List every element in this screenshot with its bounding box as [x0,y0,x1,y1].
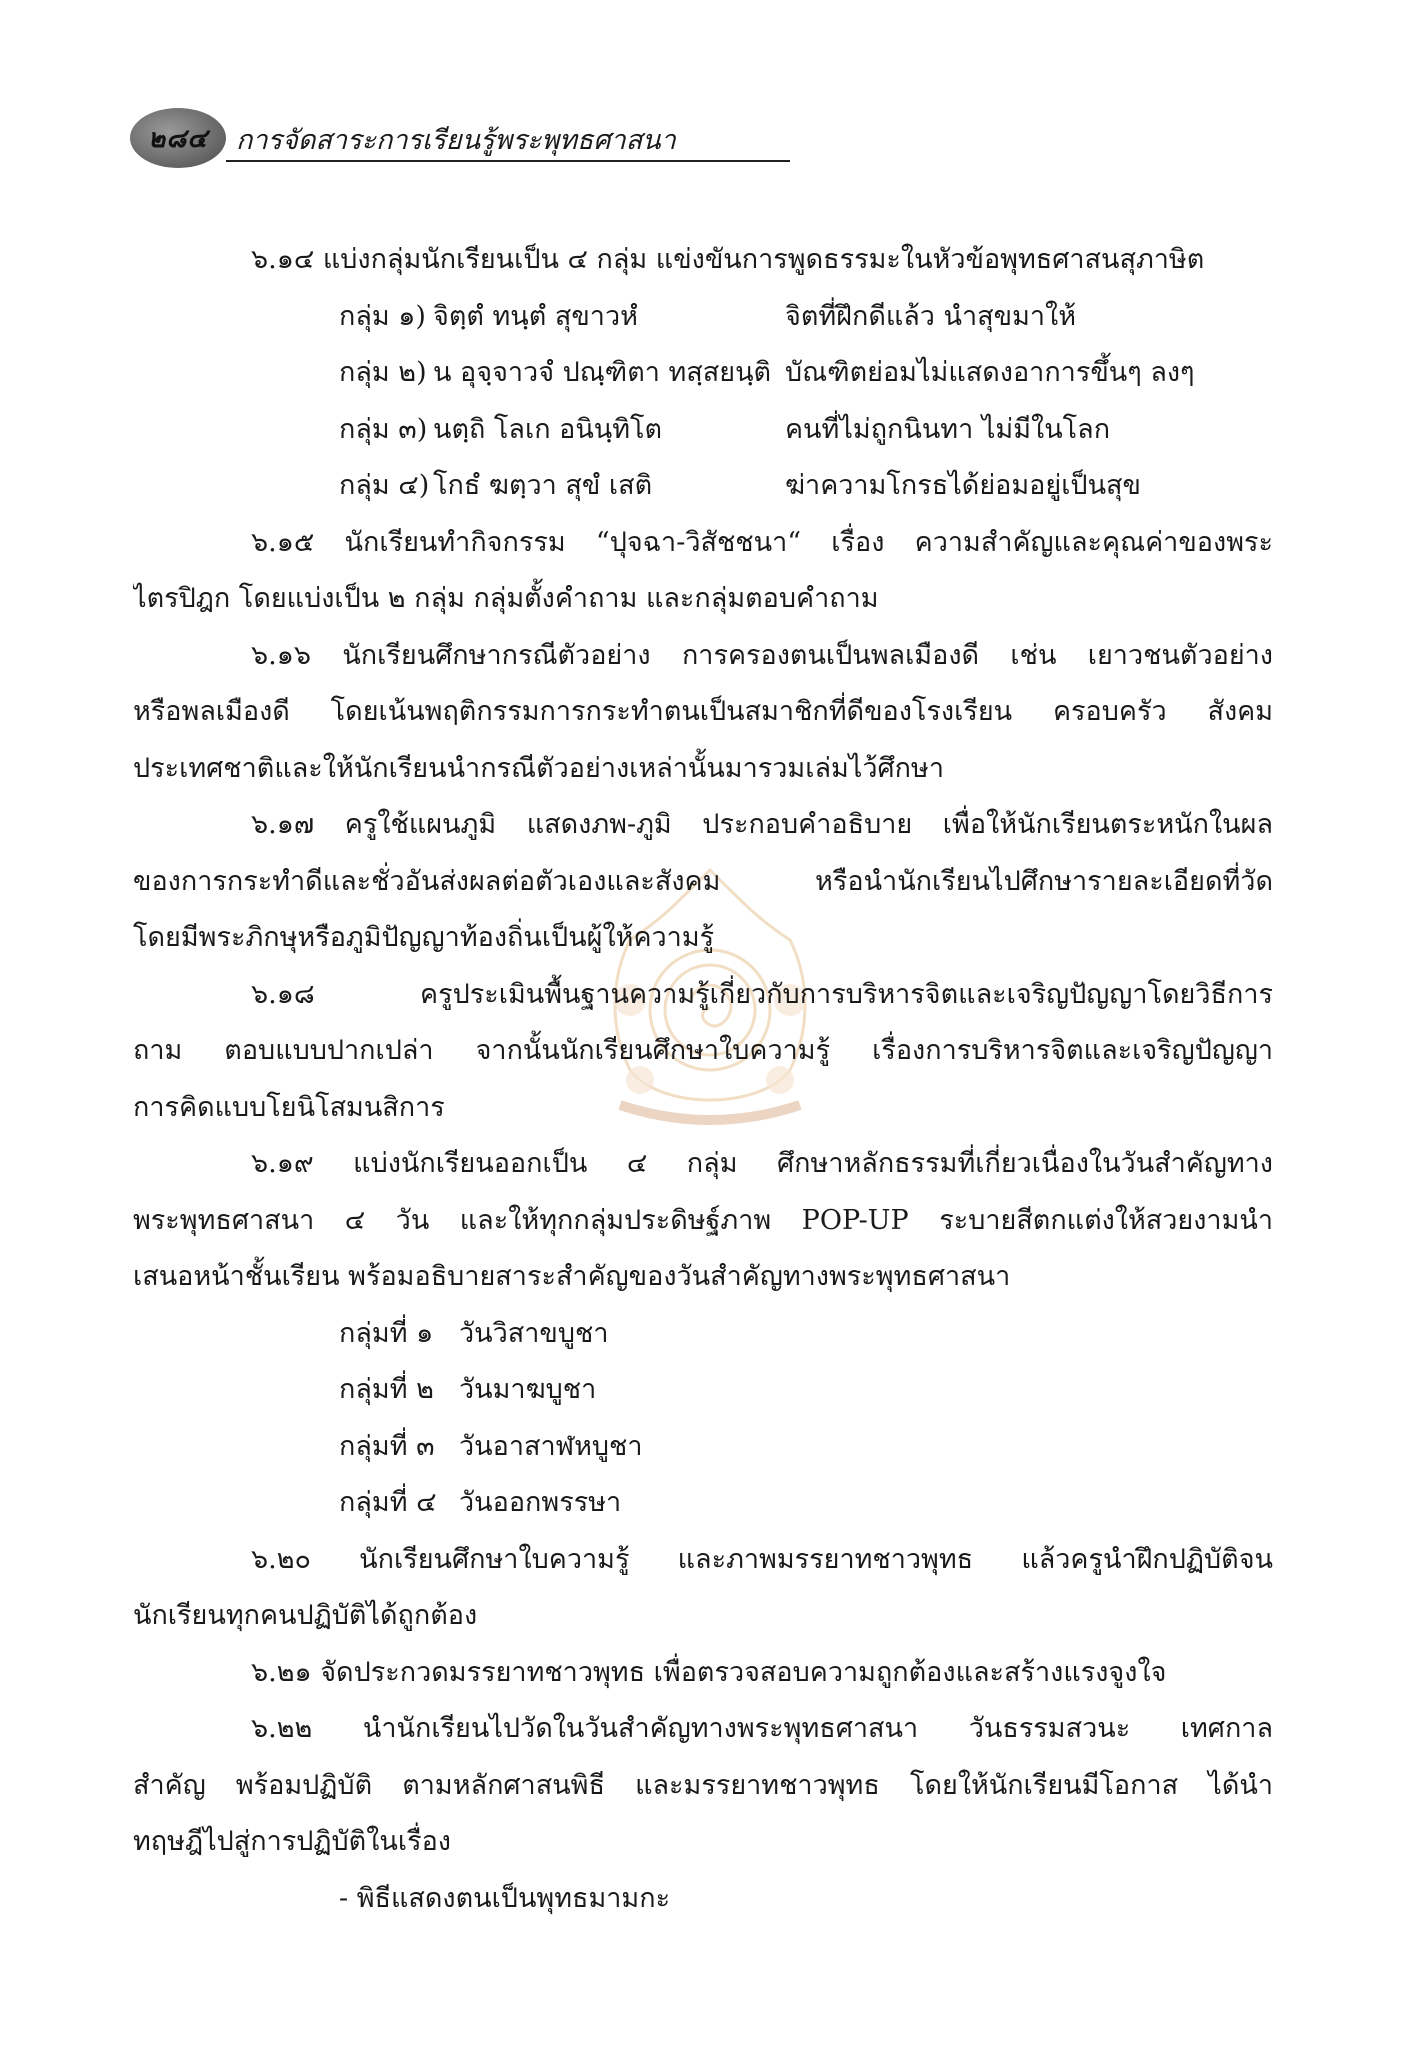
day-name: วันออกพรรษา [459,1487,622,1518]
pali-proverb: น อุจฺจาวจํ ปณฺฑิตา ทสฺสยนฺติ [433,357,772,388]
item-6-17-continuation: ของการกระทำดีและชั่วอันส่งผลต่อตัวเองและสังคม หรือนำนักเรียนไปศึกษารายละเอียดที่วัด [133,865,1273,897]
item-6-18-continuation: การคิดแบบโยนิโสมนสิการ [133,1091,445,1123]
day-name: วันมาฆบูชา [459,1374,597,1405]
page-number-badge: ๒๘๔ [130,108,226,168]
running-title: การจัดสาระการเรียนรู้พระพุทธศาสนา [236,125,676,156]
group-label: กลุ่ม ๔) [339,470,430,501]
header-rule [226,160,790,162]
important-day-row [133,1419,1273,1476]
important-days-list [133,1306,1273,1532]
item-6-19-continuation: เสนอหน้าชั้นเรียน พร้อมอธิบายสาระสำคัญของวันสำคัญทางพระพุทธศาสนา [133,1261,1011,1292]
pali-proverb: โกธํ ฆตฺวา สุขํ เสติ [433,470,653,501]
item-6-21-text: ๖.๒๑ จัดประกวดมรรยาทชาวพุทธ เพื่อตรวจสอบความถูกต้องและสร้างแรงจูงใจ [251,1656,1167,1688]
proverb-group-row [133,402,1273,459]
day-group-label: กลุ่มที่ ๔ [339,1487,437,1518]
item-6-18-continuation: ถาม ตอบแบบปากเปล่า จากนั้นนักเรียนศึกษาใบความรู้ เรื่องการบริหารจิตและเจริญปัญญา [133,1035,1273,1066]
group-label: กลุ่ม ๑) [339,300,426,332]
important-day-row [133,1475,1273,1532]
day-name: วันอาสาฬหบูชา [459,1430,643,1462]
day-group-label: กลุ่มที่ ๑ [339,1317,434,1349]
bullet-item: - พิธีแสดงตนเป็นพุทธมามกะ [339,1882,671,1914]
proverb-meaning: คนที่ไม่ถูกนินทา ไม่มีในโลก [785,413,1111,445]
group-label: กลุ่ม ๓) [339,413,428,445]
item-6-17-continuation: โดยมีพระภิกษุหรือภูมิปัญญาท้องถิ่นเป็นผู้ให้ความรู้ [133,922,715,953]
item-6-14-text: ๖.๑๔ แบ่งกลุ่มนักเรียนเป็น ๔ กลุ่ม แข่งขันการพูดธรรมะในหัวข้อพุทธศาสนสุภาษิต [251,244,1205,275]
item-6-22-text: ๖.๒๒ นำนักเรียนไปวัดในวันสำคัญทางพระพุทธศาสนา วันธรรมสวนะ เทศกาล [251,1713,1273,1744]
item-6-19-continuation: พระพุทธศาสนา ๔ วัน และให้ทุกกลุ่มประดิษฐ์ภาพ POP-UP ระบายสีตกแต่งให้สวยงามนำ [133,1204,1273,1236]
item-6-17-text: ๖.๑๗ ครูใช้แผนภูมิ แสดงภพ-ภูมิ ประกอบคำอธิบาย เพื่อให้นักเรียนตระหนักในผล [251,809,1273,840]
proverb-group-row [133,289,1273,346]
day-name: วันวิสาขบูชา [459,1317,609,1349]
important-day-row [133,1362,1273,1419]
item-6-15-continuation: ไตรปิฎก โดยแบ่งเป็น ๒ กลุ่ม กลุ่มตั้งคำถาม และกลุ่มตอบคำถาม [133,583,879,614]
pali-proverb: นตฺถิ โลเก อนินฺทิโต [433,413,663,445]
day-group-label: กลุ่มที่ ๒ [339,1374,434,1405]
item-6-15-text: ๖.๑๕ นักเรียนทำกิจกรรม “ปุจฉา-วิสัชชนา“ เรื่อง ความสำคัญและคุณค่าของพระ [251,526,1273,558]
item-6-20-continuation: นักเรียนทุกคนปฏิบัติได้ถูกต้อง [133,1600,478,1631]
item-6-16-continuation: ประเทศชาติและให้นักเรียนนำกรณีตัวอย่างเหล่านั้นมารวมเล่มไว้ศึกษา [133,752,944,784]
proverb-group-list [133,289,1273,515]
important-day-row [133,1306,1273,1363]
body-text [133,232,1273,1927]
item-6-19-text: ๖.๑๙ แบ่งนักเรียนออกเป็น ๔ กลุ่ม ศึกษาหลักธรรมที่เกี่ยวเนื่องในวันสำคัญทาง [251,1148,1273,1179]
proverb-meaning: บัณฑิตย่อมไม่แสดงอาการขึ้นๆ ลงๆ [785,357,1195,388]
day-group-label: กลุ่มที่ ๓ [339,1430,435,1462]
group-label: กลุ่ม ๒) [339,357,427,388]
proverb-meaning: ฆ่าความโกรธได้ย่อมอยู่เป็นสุข [785,470,1141,501]
item-6-20-text: ๖.๒๐ นักเรียนศึกษาใบความรู้ และภาพมรรยาทชาวพุทธ แล้วครูนำฝึกปฏิบัติจน [251,1543,1273,1575]
proverb-group-row [133,345,1273,402]
page-header [130,108,676,168]
item-6-16-text: ๖.๑๖ นักเรียนศึกษากรณีตัวอย่าง การครองตนเป็นพลเมืองดี เช่น เยาวชนตัวอย่าง [251,639,1273,671]
proverb-group-row [133,458,1273,515]
item-6-16-continuation: หรือพลเมืองดี โดยเน้นพฤติกรรมการกระทำตนเป็นสมาชิกที่ดีของโรงเรียน ครอบครัว สังคม [133,696,1273,727]
item-6-18-text: ๖.๑๘ ครูประเมินพื้นฐานความรู้เกี่ยวกับการบริหารจิตและเจริญปัญญาโดยวิธีการ [251,978,1273,1010]
item-6-22-continuation: สำคัญ พร้อมปฏิบัติ ตามหลักศาสนพิธี และมรรยาทชาวพุทธ โดยให้นักเรียนมีโอกาส ได้นำ [133,1769,1273,1801]
item-6-22-continuation: ทฤษฎีไปสู่การปฏิบัติในเรื่อง [133,1826,451,1857]
proverb-meaning: จิตที่ฝึกดีแล้ว นำสุขมาให้ [785,300,1077,332]
pali-proverb: จิตฺตํ ทนฺตํ สุขาวหํ [433,300,638,332]
